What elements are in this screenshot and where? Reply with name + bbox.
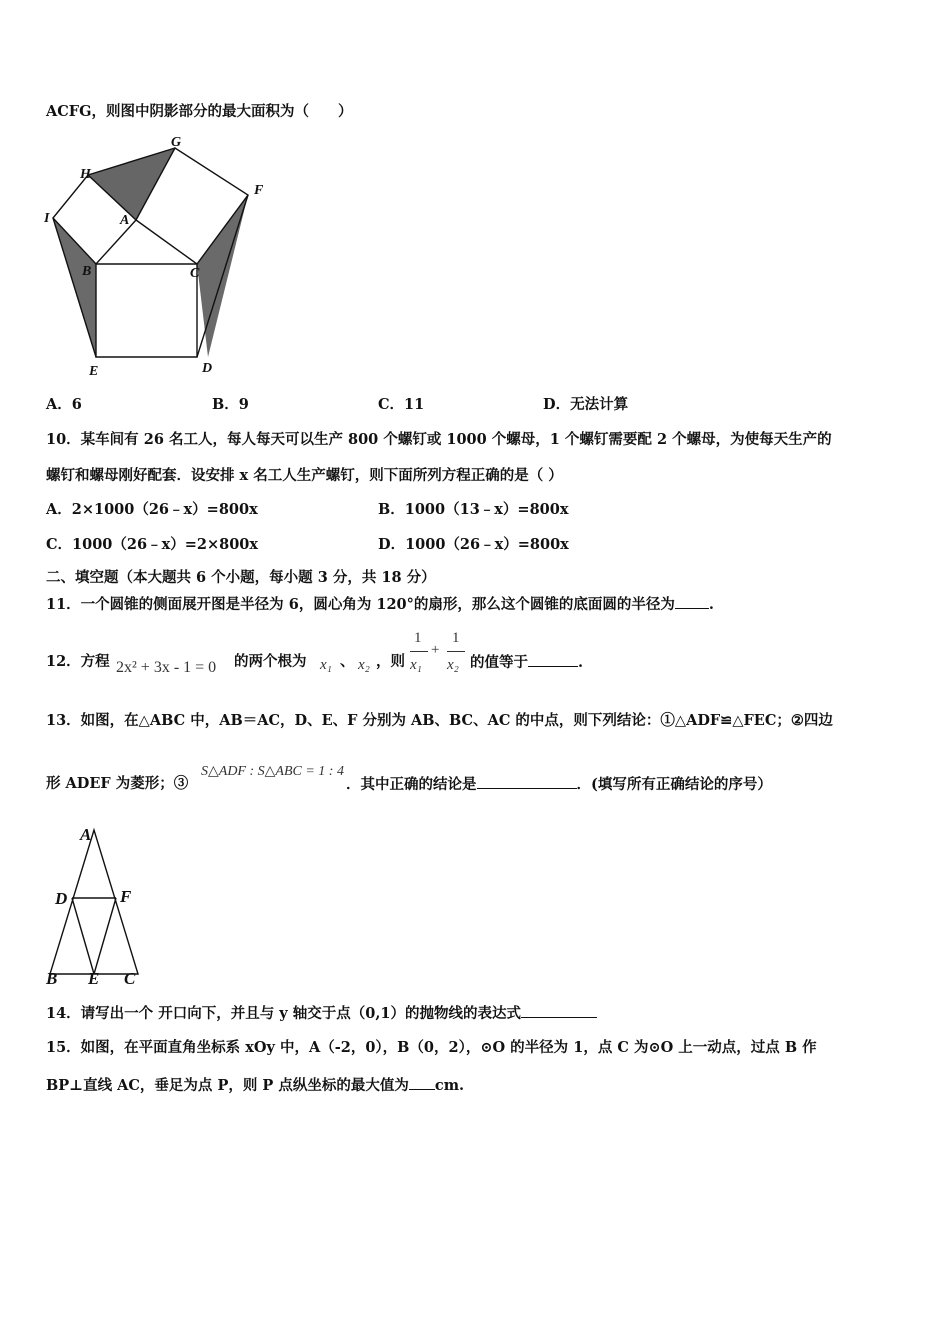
- q9-option-b: B．9: [212, 396, 249, 413]
- q14-text: 14．请写出一个 开口向下，并且与 y 轴交于点（0,1）的抛物线的表达式: [46, 1005, 521, 1022]
- q10-option-d: D．1000（26﹣x）=800x: [378, 536, 569, 553]
- q15-line1: 15．如图，在平面直角坐标系 xOy 中，A（-2，0），B（0，2），⊙O 的半径为 1，点 C 为⊙O 上一动点，过点 B 作: [46, 1039, 817, 1056]
- q12-sep: 、: [340, 653, 355, 670]
- q15-line2-wrap: [46, 1075, 464, 1096]
- q15-line2: BP⊥直线 AC，垂足为点 P，则 P 点纵坐标的最大值为: [46, 1077, 409, 1094]
- section2-title: 二、填空题（本大题共 6 个小题，每小题 3 分，共 18 分）: [46, 569, 436, 586]
- q12-mid: 的两个根为: [234, 653, 307, 670]
- q13-figure: [40, 822, 160, 992]
- q10-option-c: C．1000（26﹣x）=2×800x: [46, 536, 259, 553]
- q12-root1: x₁: [320, 657, 332, 673]
- segment-fe: [94, 898, 116, 974]
- q12-suffix-line: [470, 652, 583, 673]
- q14-line: [46, 1003, 597, 1024]
- q12-answer-blank[interactable]: [528, 652, 578, 667]
- q9-option-d: D．无法计算: [543, 396, 629, 413]
- q10-line1: 10．某车间有 26 名工人，每人每天可以生产 800 个螺钉或 1000 个螺母，1 个螺钉需要配 2 个螺母，为使每天生产的: [46, 431, 832, 448]
- q9-option-c: C．11: [378, 396, 425, 413]
- label-b: B: [46, 969, 58, 988]
- q12-prefix: 12．方程: [46, 653, 110, 670]
- q13-answer-blank[interactable]: [477, 774, 577, 789]
- q10-option-a: A．2×1000（26﹣x）=800x: [46, 501, 258, 518]
- q12-equation: 2x² + 3x - 1 = 0: [116, 659, 217, 676]
- square-bced: [96, 264, 197, 357]
- q13-line1: 13．如图，在△ABC 中，AB＝AC，D、E、F 分别为 AB、BC、AC 的中点，则下列结论：①△ADF≌△FEC；②四边: [46, 712, 833, 729]
- q9-option-a: A．6: [46, 396, 82, 413]
- q12-frac1-num: 1: [414, 630, 422, 646]
- shade-top-triangle: [88, 148, 175, 220]
- label-e: E: [88, 969, 100, 988]
- label-b: B: [82, 264, 92, 279]
- label-i: I: [44, 211, 50, 226]
- q12-plus: +: [431, 642, 440, 658]
- label-d: D: [55, 889, 68, 908]
- label-f: F: [120, 887, 132, 906]
- q12-then: ，则: [376, 653, 405, 670]
- q12-frac2-den: x₂: [447, 657, 459, 673]
- label-f: F: [254, 183, 264, 198]
- q12-frac2-bar: [447, 651, 465, 652]
- q12-frac1-bar: [410, 651, 428, 652]
- label-a: A: [120, 213, 130, 228]
- label-d: D: [202, 361, 213, 376]
- label-g: G: [171, 135, 182, 150]
- segment-de: [72, 898, 94, 974]
- q13-line2-suffix: ．其中正确的结论是: [346, 776, 477, 793]
- q11-end: .: [708, 596, 714, 613]
- q11-answer-blank[interactable]: [675, 594, 709, 609]
- q12-suffix: 的值等于: [470, 654, 528, 671]
- q10-line2: 螺钉和螺母刚好配套．设安排 x 名工人生产螺钉，则下面所列方程正确的是（ ）: [46, 467, 563, 484]
- q15-answer-blank[interactable]: [409, 1075, 435, 1090]
- label-e: E: [89, 364, 99, 379]
- label-c: C: [190, 266, 200, 281]
- q11-line: [46, 594, 714, 615]
- q9-intro: ACFG，则图中阴影部分的最大面积为（ ）: [46, 103, 353, 120]
- q12-end: .: [578, 654, 584, 671]
- q13-ratio: S△ADF : S△ABC = 1 : 4: [201, 764, 344, 779]
- q13-line2-prefix: 形 ADEF 为菱形；③: [46, 775, 189, 792]
- q10-option-b: B．1000（13﹣x）=800x: [378, 501, 569, 518]
- q12-root2: x₂: [358, 657, 370, 673]
- label-h: H: [80, 167, 91, 182]
- q11-text: 11．一个圆锥的侧面展开图是半径为 6，圆心角为 120°的扇形，那么这个圆锥的底面圆的半径为: [46, 596, 675, 613]
- q12-frac2-num: 1: [452, 630, 460, 646]
- q9-figure: [40, 130, 280, 380]
- q15-line2-end: cm.: [434, 1077, 465, 1094]
- q13-line2-end: ．(填写所有正确结论的序号）: [576, 776, 772, 793]
- q13-line2-rest: [346, 774, 772, 795]
- label-c: C: [124, 969, 136, 988]
- label-a: A: [80, 825, 92, 844]
- q14-answer-blank[interactable]: [521, 1003, 597, 1018]
- q12-frac1-den: x₁: [410, 657, 422, 673]
